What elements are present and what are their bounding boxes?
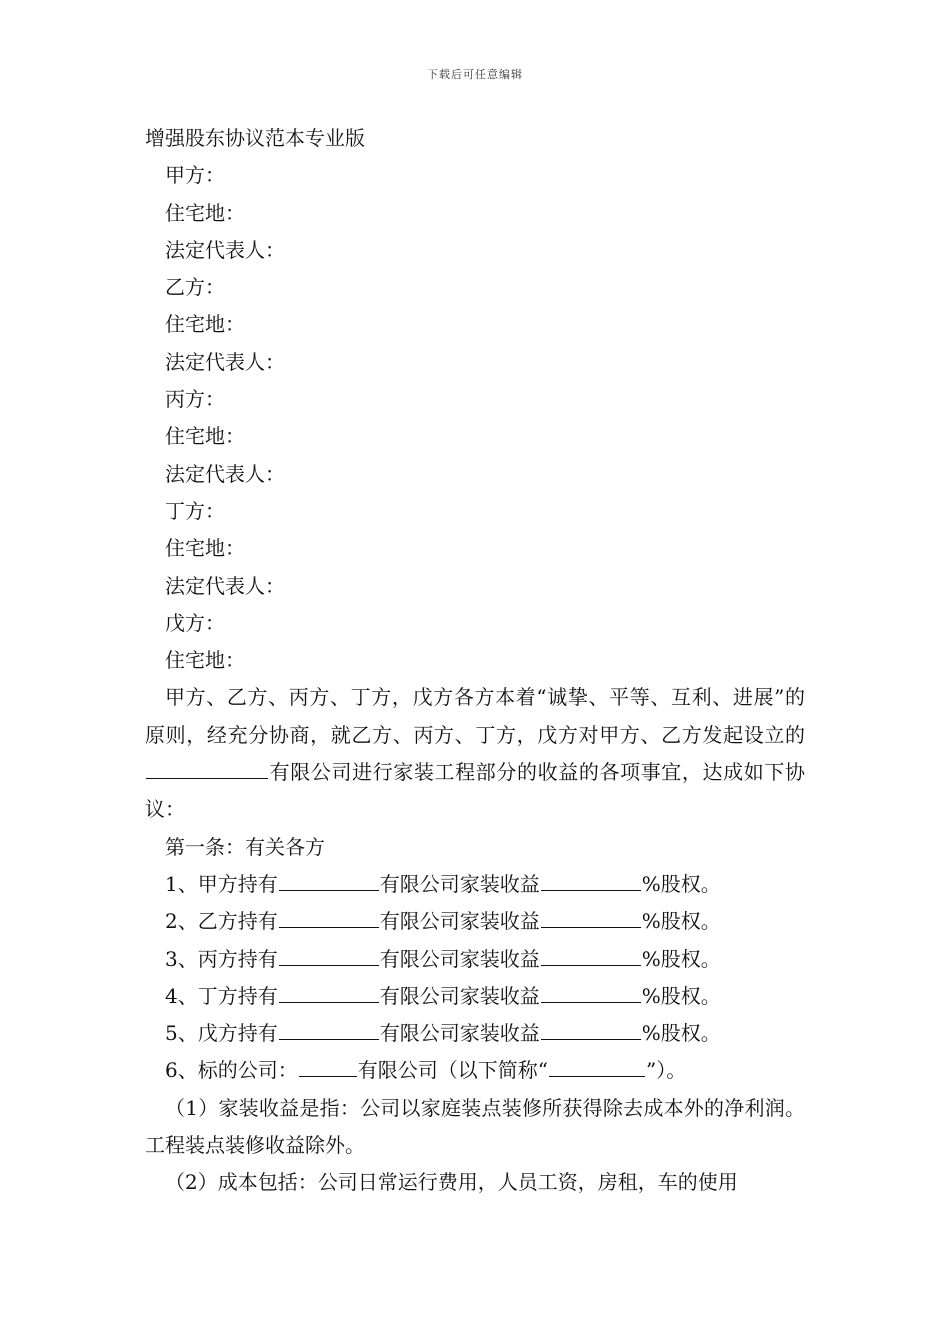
party-b-representative: 法定代表人： (165, 349, 285, 374)
party-c-label: 丙方： (165, 387, 225, 412)
company-name-blank (146, 777, 268, 779)
company-blank (279, 889, 379, 891)
document-body (145, 120, 805, 1202)
target-company-blank (299, 1075, 357, 1077)
target-middle: 有限公司（以下简称“ (357, 1058, 548, 1083)
party-d-address: 住宅地： (165, 536, 245, 561)
holding-suffix: %股权。 (641, 946, 721, 971)
company-blank (279, 964, 379, 966)
company-blank (279, 1001, 379, 1003)
percent-blank (541, 889, 641, 891)
holding-row (145, 903, 805, 940)
party-c-address: 住宅地： (165, 424, 245, 449)
short-name-blank (549, 1075, 645, 1077)
holding-suffix: %股权。 (641, 1021, 721, 1046)
target-prefix: 6、标的公司： (165, 1058, 298, 1083)
party-e-address: 住宅地： (165, 648, 245, 673)
holding-row (145, 978, 805, 1015)
target-suffix: ”）。 (645, 1058, 687, 1083)
holding-middle: 有限公司家装收益 (379, 946, 540, 971)
holding-prefix: 4、丁方持有 (165, 983, 278, 1008)
target-company-row (145, 1052, 805, 1089)
intro-text-part2: 有限公司进行家装工程部分的收益的各项事宜，达成如下协议： (145, 760, 805, 822)
holding-row (145, 866, 805, 903)
holding-middle: 有限公司家装收益 (379, 983, 540, 1008)
holding-middle: 有限公司家装收益 (379, 871, 540, 896)
percent-blank (541, 1038, 641, 1040)
holding-middle: 有限公司家装收益 (379, 909, 540, 934)
article-1-heading: 第一条：有关各方 (165, 834, 325, 859)
holding-prefix: 5、戊方持有 (165, 1021, 278, 1046)
percent-blank (541, 964, 641, 966)
page-header-note: 下载后可任意编辑 (427, 68, 523, 81)
holding-prefix: 2、乙方持有 (165, 909, 278, 934)
party-a-representative: 法定代表人： (165, 237, 285, 262)
party-d-label: 丁方： (165, 498, 225, 523)
party-e-label: 戊方： (165, 610, 225, 635)
company-blank (279, 1038, 379, 1040)
intro-paragraph (145, 679, 805, 828)
holding-suffix: %股权。 (641, 871, 721, 896)
holding-suffix: %股权。 (641, 909, 721, 934)
holding-suffix: %股权。 (641, 983, 721, 1008)
intro-text-part1: 甲方、乙方、丙方、丁方，戊方各方本着“诚挚、平等、互利、进展”的原则，经充分协商，就乙方、丙方、丁方，戊方对甲方、乙方发起设立的 (145, 685, 805, 747)
clause-2: （2）成本包括：公司日常运行费用，人员工资，房租，车的使用 (165, 1170, 738, 1195)
party-c-representative: 法定代表人： (165, 461, 285, 486)
company-blank (279, 926, 379, 928)
party-a-label: 甲方： (165, 163, 225, 188)
holding-row (145, 1015, 805, 1052)
document-title: 增强股东协议范本专业版 (145, 126, 365, 150)
party-a-address: 住宅地： (165, 200, 245, 225)
percent-blank (541, 926, 641, 928)
percent-blank (541, 1001, 641, 1003)
holding-prefix: 3、丙方持有 (165, 946, 278, 971)
clause-1: （1）家装收益是指：公司以家庭装点装修所获得除去成本外的净利润。工程装点装修收益除外。 (145, 1095, 805, 1158)
party-b-label: 乙方： (165, 275, 225, 300)
party-d-representative: 法定代表人： (165, 573, 285, 598)
holding-row (145, 941, 805, 978)
party-b-address: 住宅地： (165, 312, 245, 337)
holding-middle: 有限公司家装收益 (379, 1021, 540, 1046)
holding-prefix: 1、甲方持有 (165, 871, 278, 896)
